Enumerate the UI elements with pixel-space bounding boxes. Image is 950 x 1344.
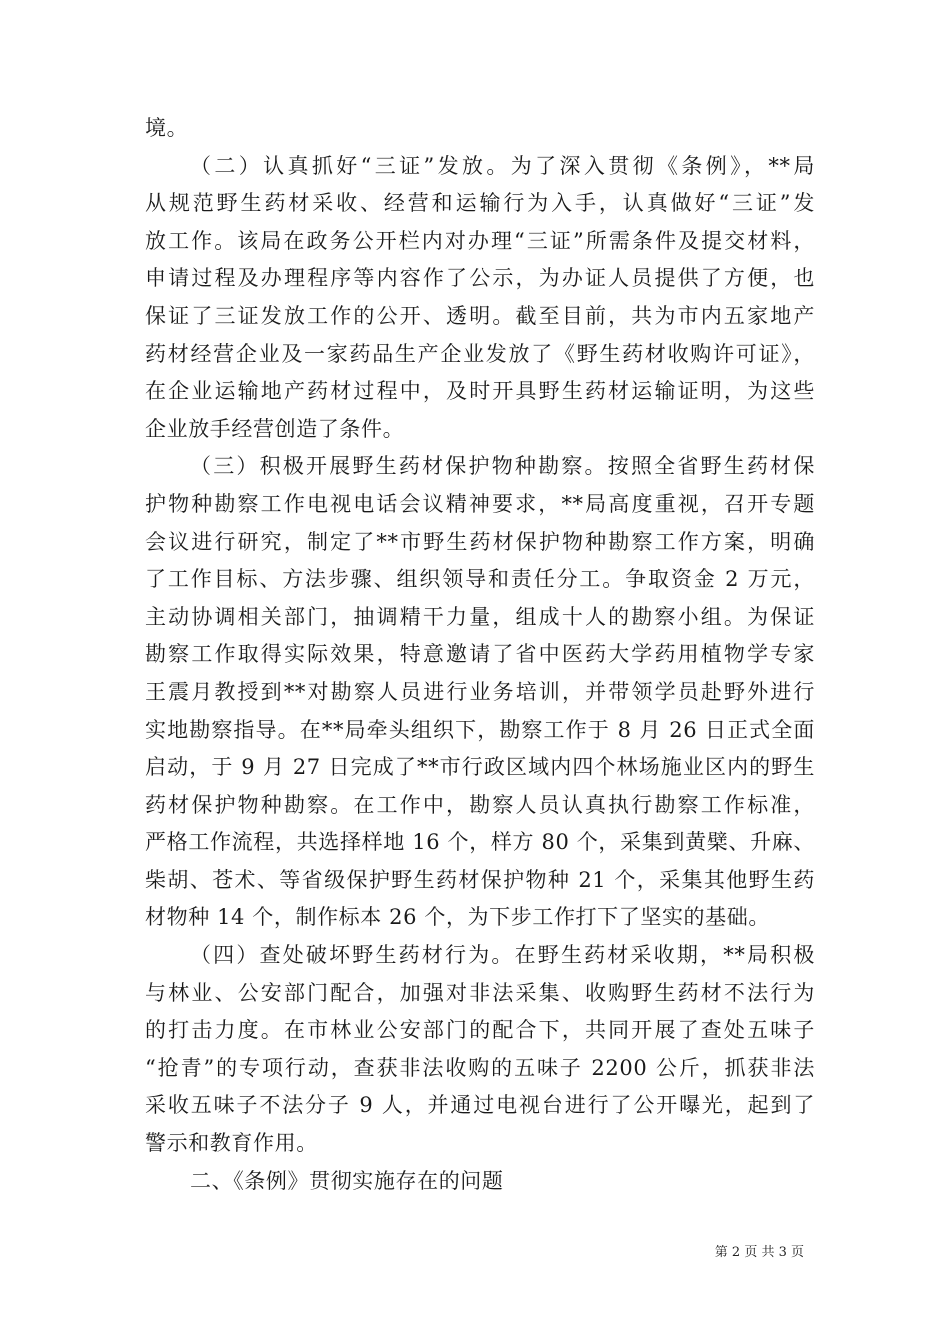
text-line: 柴胡、苍术、等省级保护野生药材保护物种 21 个，采集其他野生药 [145,867,815,892]
text-line: 材物种 14 个，制作标本 26 个，为下步工作打下了坚实的基础。 [145,905,770,930]
text-line: 采收五味子不法分子 9 人，并通过电视台进行了公开曝光，起到了 [145,1093,815,1118]
paragraph-first-line: （二）认真抓好“三证”发放。为了深入贯彻《条例》，**局 [190,153,815,178]
text-line: 境。 [145,116,189,140]
text-line: 警示和教育作用。 [145,1131,318,1156]
text-line: 实地勘察指导。在**局牵头组织下，勘察工作于 8 月 26 日正式全面 [145,717,815,742]
text-line: 企业放手经营创造了条件。 [145,416,405,441]
text-line: 从规范野生药材采收、经营和运输行为入手，认真做好“三证”发 [145,191,815,216]
text-line: 严格工作流程，共选择样地 16 个，样方 80 个，采集到黄檗、升麻、 [145,830,815,855]
text-line: “抢青”的专项行动，查获非法收购的五味子 2200 公斤，抓获非法 [145,1055,815,1080]
page-number: 第 2 页 共 3 页 [714,1245,804,1260]
paragraph-first-line: （三）积极开展野生药材保护物种勘察。按照全省野生药材保 [190,454,815,479]
text-line: 护物种勘察工作电视电话会议精神要求，**局高度重视，召开专题 [145,491,815,516]
text-line: 的打击力度。在市林业公安部门的配合下，共同开展了查处五味子 [145,1018,815,1043]
text-line: 在企业运输地产药材过程中，及时开具野生药材运输证明，为这些 [145,379,815,404]
text-line: 与林业、公安部门配合，加强对非法采集、收购野生药材不法行为 [145,980,815,1005]
text-line: 放工作。该局在政务公开栏内对办理“三证”所需条件及提交材料， [145,228,815,253]
text-line: 主动协调相关部门，抽调精干力量，组成十人的勘察小组。为保证 [145,604,815,629]
text-line: 保证了三证发放工作的公开、透明。截至目前，共为市内五家地产 [145,303,815,328]
text-line: 药材保护物种勘察。在工作中，勘察人员认真执行勘察工作标准， [145,792,815,817]
text-line: 王震月教授到**对勘察人员进行业务培训，并带领学员赴野外进行 [145,679,815,704]
text-line: 勘察工作取得实际效果，特意邀请了省中医药大学药用植物学专家 [145,642,815,667]
text-line: 药材经营企业及一家药品生产企业发放了《野生药材收购许可证》， [145,341,815,366]
text-line: 了工作目标、方法步骤、组织领导和责任分工。争取资金 2 万元， [145,567,815,592]
text-line: 会议进行研究，制定了**市野生药材保护物种勘察工作方案，明确 [145,529,815,554]
document-body [145,110,815,1200]
paragraph-first-line: （四）查处破坏野生药材行为。在野生药材采收期，**局积极 [190,943,815,968]
paragraph-first-line: 二、《条例》贯彻实施存在的问题 [190,1168,504,1193]
text-line: 启动，于 9 月 27 日完成了**市行政区域内四个林场施业区内的野生 [145,755,815,780]
text-line: 申请过程及办理程序等内容作了公示，为办证人员提供了方便，也 [145,266,815,291]
